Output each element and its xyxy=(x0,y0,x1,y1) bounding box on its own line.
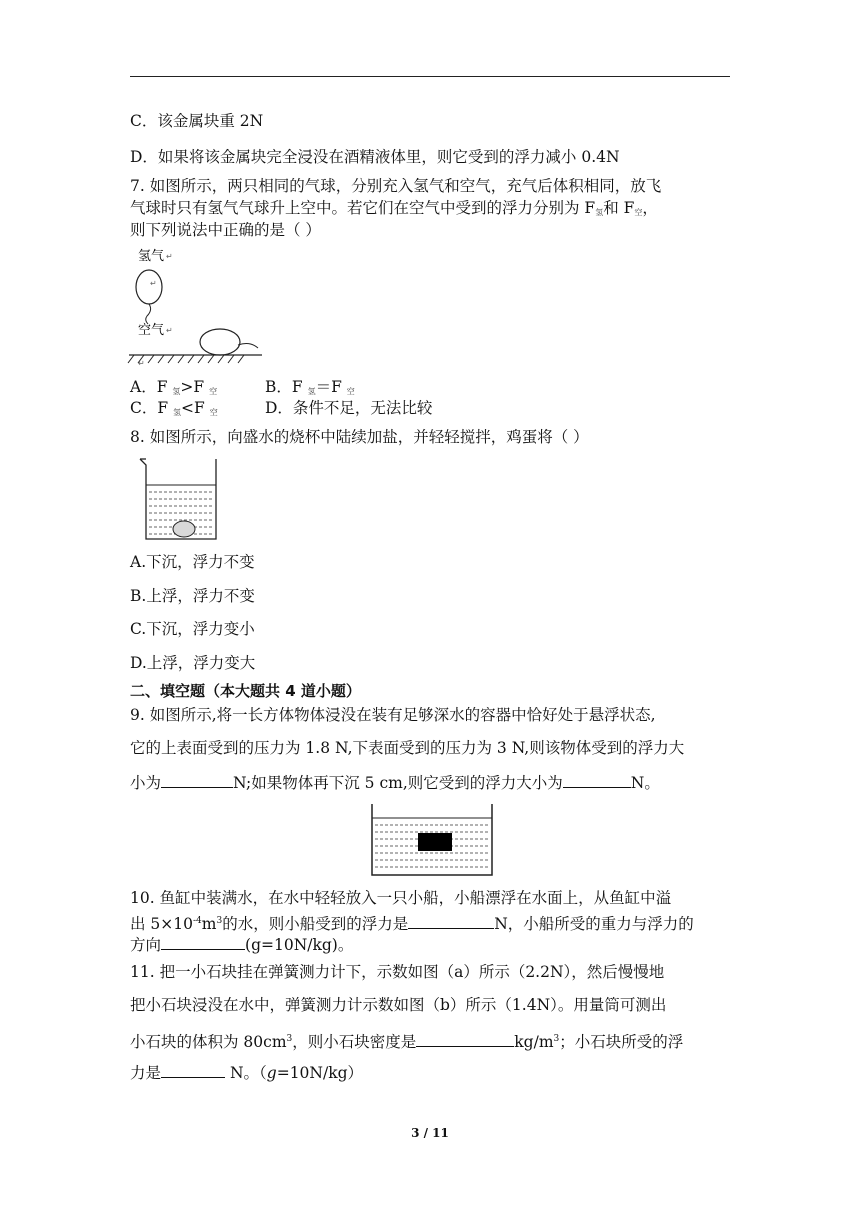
balloon-string xyxy=(146,304,151,324)
q8-option-b: B.上浮，浮力不变 xyxy=(130,587,255,605)
hydrogen-balloon xyxy=(136,270,162,304)
page-number: 3 / 11 xyxy=(411,1126,449,1140)
q9-blank-1[interactable] xyxy=(161,771,233,788)
q11-line-1: 11. 把一小石块挂在弹簧测力计下，示数如图（a）所示（2.2N），然后慢慢地 xyxy=(130,963,665,981)
q11-line-3: 小石块的体积为 $80cm^3$，则小石块密度是 $kg/m^3$；小石块所受的浮 xyxy=(130,1028,683,1053)
q10-line-3: 方向 (g=10N/kg)。 xyxy=(130,933,353,956)
fig-label-hydrogen: 氢气 xyxy=(138,249,165,264)
q11-blank-1[interactable] xyxy=(416,1030,514,1047)
suspended-block xyxy=(418,833,452,851)
q7-line-1: 7. 如图所示，两只相同的气球，分别充入氢气和空气，充气后体积相同，放飞 xyxy=(130,177,662,195)
q6-option-c: C．该金属块重 2N xyxy=(130,112,264,130)
q10-line-1: 10. 鱼缸中装满水，在水中轻轻放入一只小船，小船漂浮在水面上，从鱼缸中溢 xyxy=(130,889,672,907)
balloon-figure xyxy=(124,242,274,367)
svg-text:↵: ↵ xyxy=(166,326,173,335)
q7-line-3: 则下列说法中正确的是（ ） xyxy=(130,221,321,239)
q11-line-2: 把小石块浸没在水中，弹簧测力计示数如图（b）所示（1.4N）。用量筒可测出 xyxy=(130,996,667,1014)
svg-text:↵: ↵ xyxy=(166,252,173,261)
q8-option-a: A.下沉，浮力不变 xyxy=(130,553,255,571)
q7-option-a: A．F $_氢$>F $_空$ xyxy=(130,378,218,396)
q11-line-4: 力是 N。（g=10N/kg） xyxy=(130,1061,363,1084)
svg-text:↵: ↵ xyxy=(138,359,145,367)
q9-line-3: 小为 N;如果物体再下沉 5 cm,则它受到的浮力大小为 N。 xyxy=(130,771,660,794)
q9-line-1: 9. 如图所示,将一长方体物体浸没在装有足够深水的容器中恰好处于悬浮状态, xyxy=(130,706,656,724)
q7-option-d: D．条件不足，无法比较 xyxy=(265,399,433,417)
q6-option-d: D．如果将该金属块完全浸没在酒精液体里，则它受到的浮力减小 0.4N xyxy=(130,148,620,166)
q9-blank-2[interactable] xyxy=(563,771,631,788)
svg-text:↵: ↵ xyxy=(150,279,157,288)
q7-option-b: B．F $_氢$＝F $_空$ xyxy=(265,378,355,396)
q10-line-2: 出 $5\times 10^{-4}m^3$的水，则小船受到的浮力是 N，小船所受的重力与浮力的 xyxy=(130,910,694,935)
q8-line-1: 8. 如图所示，向盛水的烧杯中陆续加盐，并轻轻搅拌，鸡蛋将（ ） xyxy=(130,428,589,446)
fig-label-air: 空气 xyxy=(138,323,165,338)
q7-option-c: C．F $_氢$<F $_空$ xyxy=(130,399,218,417)
air-balloon xyxy=(200,329,240,355)
q9-line-2: 它的上表面受到的压力为 1.8 N,下表面受到的压力为 3 N,则该物体受到的浮力大 xyxy=(130,739,685,757)
beaker-egg-figure xyxy=(130,455,225,543)
q11-blank-2[interactable] xyxy=(161,1061,225,1078)
q10-blank-1[interactable] xyxy=(408,912,494,929)
egg xyxy=(173,521,195,537)
q7-line-2: 气球时只有氢气气球升上空中。若它们在空气中受到的浮力分别为 $F_氢$和 $F_空$， xyxy=(130,199,658,217)
header-rule xyxy=(130,76,730,77)
q10-blank-2[interactable] xyxy=(161,933,245,950)
section-2-title: 二、填空题（本大题共 4 道小题） xyxy=(130,682,361,700)
q8-option-d: D.上浮，浮力变大 xyxy=(130,654,256,672)
suspended-block-figure xyxy=(368,800,498,880)
q8-option-c: C.下沉，浮力变小 xyxy=(130,620,255,638)
ground-hatching xyxy=(128,355,244,363)
